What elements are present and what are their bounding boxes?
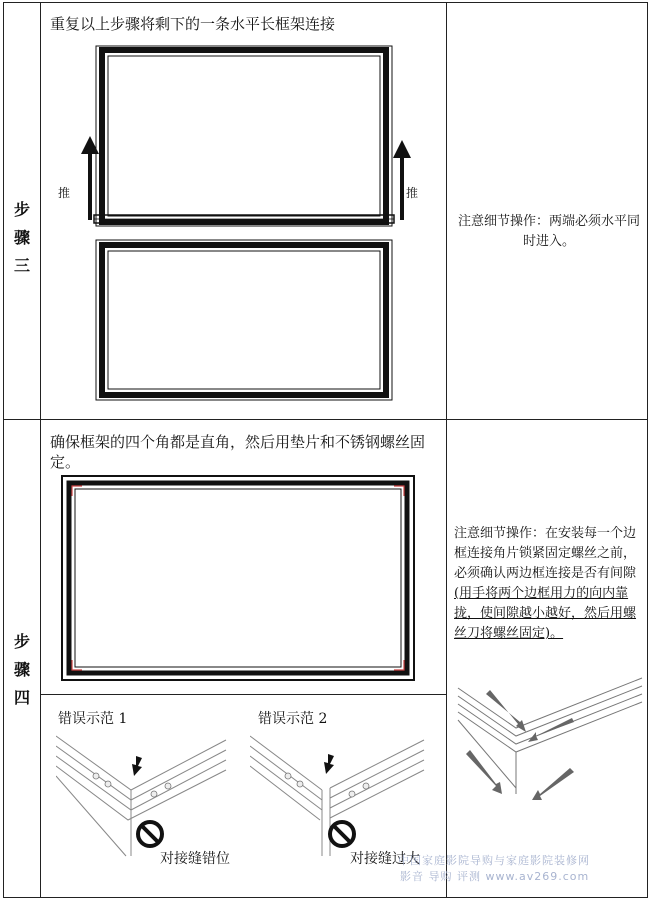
step-4-instruction: 确保框架的四个角都是直角，然后用垫片和不锈钢螺丝固定。 [50,433,426,471]
push-label-left: 推 [58,186,71,200]
step-3-label [10,196,34,280]
step-4-gap-diagram [456,676,644,806]
watermark-line-1: 中国家庭影院导购与家庭影院装修网 [398,854,590,867]
watermark-line-2: 影音 导购 评测 www.av269.com [400,870,590,883]
prohibited-icon [138,822,162,846]
upper-frame [96,46,392,226]
arrow-icon [324,754,334,774]
lower-frame [96,240,392,400]
step-3-char-1: 步 [13,200,30,219]
arrow-icon [132,756,142,776]
prohibited-icon [330,822,354,846]
error-example-2-diagram [250,728,428,868]
error-example-1-title: 错误示范 1 [58,711,128,727]
step-3-note: 注意细节操作：两端必须水平同时进入。 [457,214,640,249]
error-example-1-caption: 对接缝错位 [160,851,230,867]
step-3-frame-diagram [50,40,440,415]
step-4-char-2: 骤 [13,660,30,679]
step-4-note-underlined: (用手将两个边框用力的向内靠拢，使间隙越小越好，然后用螺丝刀将螺丝固定)。 [454,586,637,641]
step-4-char-3: 四 [13,688,30,707]
corner-brackets [72,486,404,670]
step-3-char-2: 骤 [13,228,30,247]
step-3-instruction: 重复以上步骤将剩下的一条水平长框架连接 [50,15,336,33]
step-4-label [10,628,34,712]
step-4-note-plain: 注意细节操作：在安装每一个边框连接角片锁紧固定螺丝之前，必须确认两边框连接是否有间隙 [454,526,637,581]
step-3-char-3: 三 [13,256,30,275]
step-4-frame-diagram [60,474,418,684]
error-example-1-diagram [56,728,231,868]
error-example-2-title: 错误示范 2 [258,711,328,727]
push-arrow-right [393,140,411,220]
error-example-2-caption: 对接缝过大 [350,851,420,867]
step-4-note [454,524,642,644]
step-4-char-1: 步 [13,632,30,651]
pushing-arrows [466,690,574,800]
push-label-right: 推 [406,186,419,200]
